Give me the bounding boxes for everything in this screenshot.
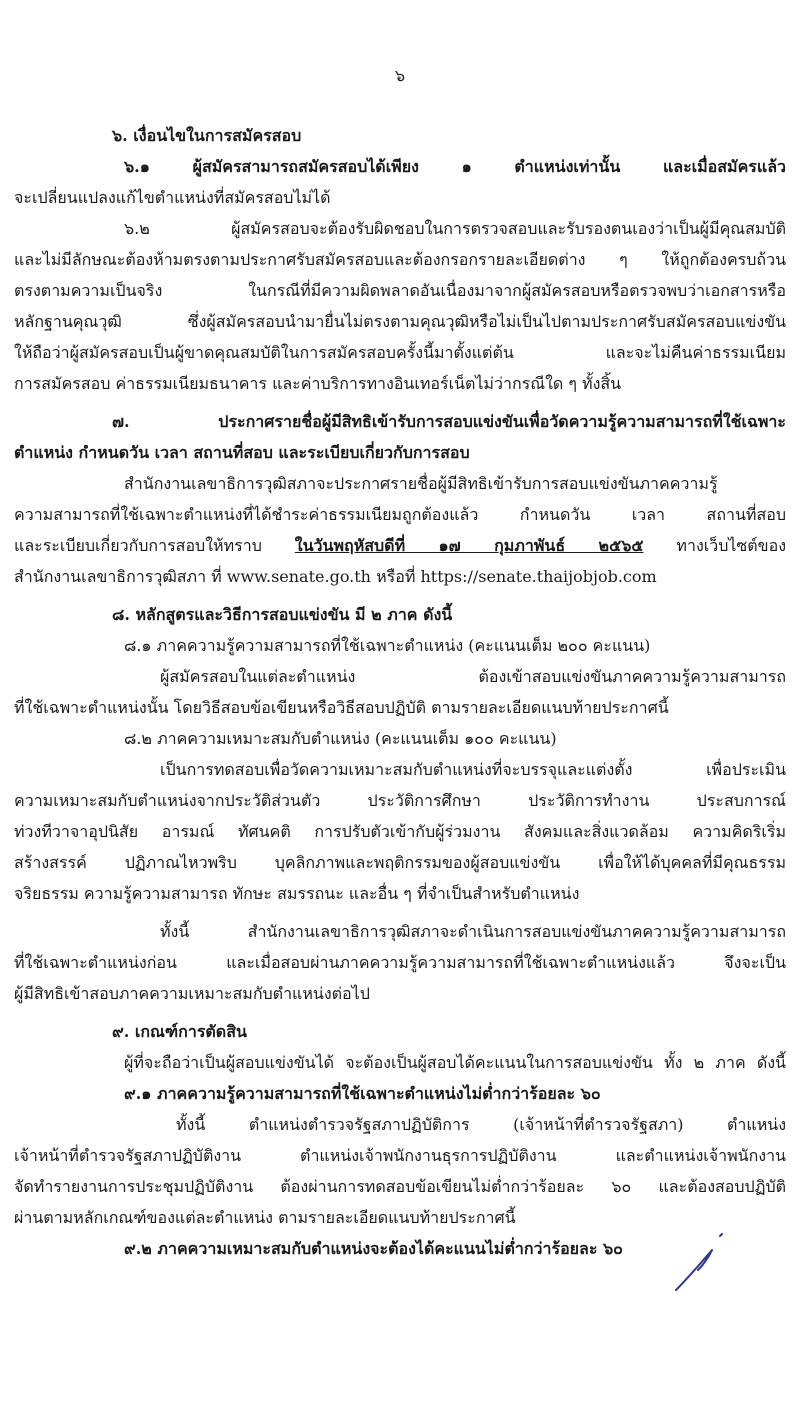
s7-line1: สำนักงานเลขาธิการวุฒิสภาจะประกาศรายชื่อผู้มีสิทธิเข้ารับการสอบแข่งขันภาคความรู้ <box>124 474 718 493</box>
s8-2-title: ๘.๒ ภาคความเหมาะสมกับตำแหน่ง (คะแนนเต็ม ๑๐๐ คะแนน) <box>124 729 557 748</box>
s9-2-title: ๙.๒ ภาคความเหมาะสมกับตำแหน่งจะต้องได้คะแนนไม่ต่ำกว่าร้อยละ ๖๐ <box>124 1239 623 1258</box>
s6-p2-line4: หลักฐานคุณวุฒิ ซึ่งผู้สมัครสอบนำมายื่นไม่ตรงตามคุณวุฒิหรือไม่เป็นไปตามประกาศรับสมัครสอบแข่งขัน <box>14 312 786 331</box>
s8-2-line3: ท่วงทีวาจาอุปนิสัย อารมณ์ ทัศนคติ การปรับตัวเข้ากับผู้ร่วมงาน สังคมและสิ่งแวดล้อม ความคิดริเริ่ม <box>14 822 786 841</box>
s7-line4-websites: สำนักงานเลขาธิการวุฒิสภา ที่ www.senate.go.th หรือที่ https://senate.thaijobjob.com <box>14 567 657 586</box>
s6-p1-line1: ๖.๑ ผู้สมัครสามารถสมัครสอบได้เพียง ๑ ตำแหน่งเท่านั้น และเมื่อสมัครแล้ว <box>124 157 786 176</box>
s6-p2-line6: การสมัครสอบ ค่าธรรมเนียมธนาคาร และค่าบริการทางอินเทอร์เน็ตไม่ว่ากรณีใด ๆ ทั้งสิ้น <box>14 374 622 393</box>
s9-1-line3: จัดทำรายงานการประชุมปฏิบัติงาน ต้องผ่านการทดสอบข้อเขียนไม่ต่ำกว่าร้อยละ ๖๐ และต้องสอบปฏิบัติ <box>14 1177 786 1196</box>
handwritten-initial-mark <box>668 1228 728 1298</box>
s9-1-line1: ทั้งนี้ ตำแหน่งตำรวจรัฐสภาปฏิบัติการ (เจ้าหน้าที่ตำรวจรัฐสภา) ตำแหน่ง <box>176 1115 786 1134</box>
s8-1-line2: ที่ใช้เฉพาะตำแหน่งนั้น โดยวิธีสอบข้อเขียนหรือวิธีสอบปฏิบัติ ตามรายละเอียดแนบท้ายประกาศนี้ <box>14 698 669 717</box>
s9-1-line2: เจ้าหน้าที่ตำรวจรัฐสภาปฏิบัติงาน ตำแหน่งเจ้าพนักงานธุรการปฏิบัติงาน และตำแหน่งเจ้าพนักงาน <box>14 1146 786 1165</box>
s8-1-title: ๘.๑ ภาคความรู้ความสามารถที่ใช้เฉพาะตำแหน่ง (คะแนนเต็ม ๒๐๐ คะแนน) <box>124 636 651 655</box>
s7-line3-pre: และระเบียบเกี่ยวกับการสอบให้ทราบ <box>14 536 262 555</box>
s6-p2-line1: ๖.๒ ผู้สมัครสอบจะต้องรับผิดชอบในการตรวจสอบและรับรองตนเองว่าเป็นผู้มีคุณสมบัติ <box>124 219 786 238</box>
s8-note-line3: ผู้มีสิทธิเข้าสอบภาคความเหมาะสมกับตำแหน่งต่อไป <box>14 984 370 1003</box>
s8-2-line1: เป็นการทดสอบเพื่อวัดความเหมาะสมกับตำแหน่งที่จะบรรจุและแต่งตั้ง เพื่อประเมิน <box>160 760 786 779</box>
page-number: ๖ <box>394 66 406 85</box>
s6-p2-line3: ตรงตามความเป็นจริง ในกรณีที่มีความผิดพลาดอันเนื่องมาจากผู้สมัครสอบหรือตรวจพบว่าเอกสารหรือ <box>14 281 786 300</box>
s6-p1-line2: จะเปลี่ยนแปลงแก้ไขตำแหน่งที่สมัครสอบไม่ได้ <box>14 188 331 207</box>
s7-line2: ความสามารถที่ใช้เฉพาะตำแหน่งที่ได้ชำระค่าธรรมเนียมถูกต้องแล้ว กำหนดวัน เวลา สถานที่สอบ <box>14 505 786 524</box>
s8-2-line5: จริยธรรม ความรู้ความสามารถ ทักษะ สมรรถนะ และอื่น ๆ ที่จำเป็นสำหรับตำแหน่ง <box>14 884 580 903</box>
s7-line3 <box>14 534 786 558</box>
s8-1-line1: ผู้สมัครสอบในแต่ละตำแหน่ง ต้องเข้าสอบแข่งขันภาคความรู้ความสามารถ <box>160 667 786 686</box>
section-7-heading-line2: ตำแหน่ง กำหนดวัน เวลา สถานที่สอบ และระเบียบเกี่ยวกับการสอบ <box>14 443 470 462</box>
s8-2-line4: สร้างสรรค์ ปฏิภาณไหวพริบ บุคลิกภาพและพฤติกรรมของผู้สอบแข่งขัน เพื่อให้ได้บุคคลที่มีคุณธรรม <box>14 853 786 872</box>
s9-1-line4: ผ่านตามหลักเกณฑ์ของแต่ละตำแหน่ง ตามรายละเอียดแนบท้ายประกาศนี้ <box>14 1208 516 1227</box>
section-6-heading: ๖. เงื่อนไขในการสมัครสอบ <box>112 126 302 145</box>
s9-1-title: ๙.๑ ภาคความรู้ความสามารถที่ใช้เฉพาะตำแหน่งไม่ต่ำกว่าร้อยละ ๖๐ <box>124 1084 601 1103</box>
section-8-heading: ๘. หลักสูตรและวิธีการสอบแข่งขัน มี ๒ ภาค ดังนี้ <box>112 605 453 624</box>
s9-line1: ผู้ที่จะถือว่าเป็นผู้สอบแข่งขันได้ จะต้องเป็นผู้สอบได้คะแนนในการสอบแข่งขัน ทั้ง ๒ ภาค ดังนี้ <box>124 1053 786 1072</box>
s8-note-line2: ที่ใช้เฉพาะตำแหน่งก่อน และเมื่อสอบผ่านภาคความรู้ความสามารถที่ใช้เฉพาะตำแหน่งแล้ว จึงจะเป็น <box>14 953 786 972</box>
announcement-date: ในวันพฤหัสบดีที่ ๑๗ กุมภาพันธ์ ๒๕๖๕ <box>294 536 644 555</box>
s7-line3-post: ทางเว็บไซต์ของ <box>676 536 787 555</box>
s8-2-line2: ความเหมาะสมกับตำแหน่งจากประวัติส่วนตัว ประวัติการศึกษา ประวัติการทำงาน ประสบการณ์ <box>14 791 786 810</box>
s6-p2-line2: และไม่มีลักษณะต้องห้ามตรงตามประกาศรับสมัครสอบและต้องกรอกรายละเอียดต่าง ๆ ให้ถูกต้องครบถ้วน <box>14 250 786 269</box>
s8-note-line1: ทั้งนี้ สำนักงานเลขาธิการวุฒิสภาจะดำเนินการสอบแข่งขันภาคความรู้ความสามารถ <box>160 922 786 941</box>
section-7-heading-line1: ๗. ประกาศรายชื่อผู้มีสิทธิเข้ารับการสอบแข่งขันเพื่อวัดความรู้ความสามารถที่ใช้เฉพาะ <box>112 412 786 431</box>
section-9-heading: ๙. เกณฑ์การตัดสิน <box>112 1022 247 1041</box>
s6-p2-line5: ให้ถือว่าผู้สมัครสอบเป็นผู้ขาดคุณสมบัติในการสมัครสอบครั้งนี้มาตั้งแต่ต้น และจะไม่คืนค่าธรรมเนียม <box>14 343 786 362</box>
